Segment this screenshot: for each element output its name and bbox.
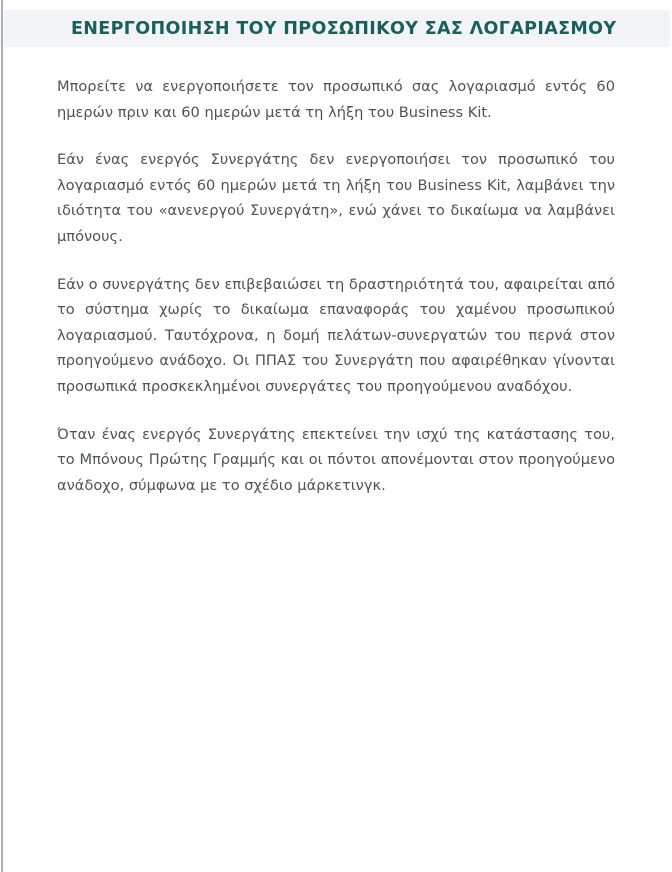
paragraph: Όταν ένας ενεργός Συνεργάτης επεκτείνει την ισχύ της κατάστασης του, το Μπόνους Πρώτης Γραμμής και οι πόντοι απονέμονται στον προηγούμενο ανάδοχο, σύμφωνα με το σχέδιο μάρκετινγκ. (57, 425, 615, 494)
section-title: ΕΝΕΡΓΟΠΟΙΗΣΗ ΤΟΥ ΠΡΟΣΩΠΙΚΟΥ ΣΑΣ ΛΟΓΑΡΙΑΣΜΟΥ (71, 18, 617, 39)
paragraph: Εάν ένας ενεργός Συνεργάτης δεν ενεργοποιήσει τον προσωπικό του λογαριασμό εντός 60 ημερών μετά τη λήξη του Business Kit, λαμβάνει την ιδιότητα του «ανενεργού Συνεργάτη», ενώ χάνει το δικαίωμα να λαμβάνει μπόνους. (57, 151, 615, 245)
paragraph: Μπορείτε να ενεργοποιήσετε τον προσωπικό σας λογαριασμό εντός 60 ημερών πριν και 60 ημερών μετά τη λήξη του Business Kit. (57, 78, 615, 121)
left-edge-rule (1, 0, 3, 872)
paragraph: Εάν ο συνεργάτης δεν επιβεβαιώσει τη δραστηριότητά του, αφαιρείται από το σύστημα χωρίς το δικαίωμα επαναφοράς του χαμένου προσωπικού λογαριασμού. Ταυτόχρονα, η δομή πελάτων-συνεργατών του περνά στον προηγούμενο ανάδοχο. Οι ΠΠΑΣ του Συνεργάτη που αφαιρέθηκαν γίνονται προσωπικά προσκεκλημένοι συνεργάτες του προηγούμενου αναδόχου. (57, 275, 615, 395)
body-content (57, 74, 615, 498)
